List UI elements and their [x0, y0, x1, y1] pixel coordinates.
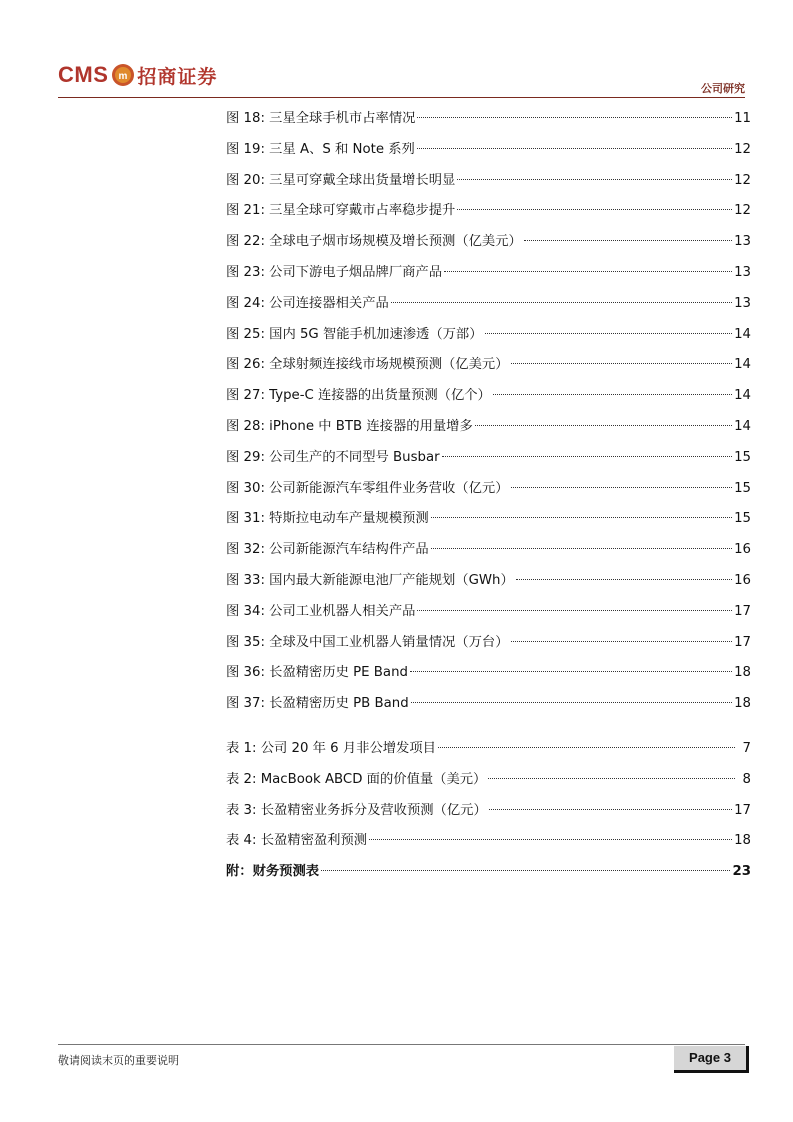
toc-page-number: 18 [734, 833, 751, 849]
toc-leader [417, 610, 732, 611]
toc-page-number: 17 [734, 634, 751, 650]
toc-entry-figure-10[interactable] [226, 381, 751, 412]
toc-label: 表 2: MacBook ABCD 面的价值量（美元） [226, 771, 487, 787]
toc-label: 图 35: 全球及中国工业机器人销量情况（万台） [226, 634, 509, 650]
toc-entry-figure-15[interactable] [226, 535, 751, 566]
toc-entry-figure-14[interactable] [226, 504, 751, 535]
toc-label: 图 32: 公司新能源汽车结构件产品 [226, 542, 429, 558]
toc-leader [417, 117, 732, 118]
toc-entry-table-2[interactable] [226, 765, 751, 796]
toc-page-number: 13 [734, 264, 751, 280]
toc-label: 表 3: 长盈精密业务拆分及营收预测（亿元） [226, 802, 487, 818]
toc-leader [321, 870, 730, 871]
toc-entry-table-4[interactable] [226, 826, 751, 857]
toc-label: 图 21: 三星全球可穿戴市占率稳步提升 [226, 203, 456, 219]
toc-leader [488, 778, 735, 779]
table-of-contents [226, 104, 751, 888]
header-divider [58, 97, 745, 98]
toc-entry-figure-5[interactable] [226, 227, 751, 258]
toc-page-number: 18 [734, 696, 751, 712]
toc-label: 图 27: Type-C 连接器的出货量预测（亿个） [226, 388, 491, 404]
toc-leader [431, 517, 732, 518]
toc-page-number: 16 [734, 542, 751, 558]
toc-page-number: 12 [734, 203, 751, 219]
toc-entry-figure-17[interactable] [226, 597, 751, 628]
toc-label: 表 1: 公司 20 年 6 月非公增发项目 [226, 740, 436, 756]
toc-label: 图 26: 全球射频连接线市场规模预测（亿美元） [226, 357, 509, 373]
toc-leader [417, 148, 732, 149]
toc-label: 图 31: 特斯拉电动车产量规模预测 [226, 511, 429, 527]
section-label: 公司研究 [701, 82, 745, 95]
toc-leader [457, 209, 732, 210]
toc-leader [485, 333, 733, 334]
toc-entry-table-1[interactable] [226, 734, 751, 765]
toc-label: 图 23: 公司下游电子烟品牌厂商产品 [226, 264, 443, 280]
toc-label: 图 29: 公司生产的不同型号 Busbar [226, 449, 440, 465]
toc-entry-figure-16[interactable] [226, 566, 751, 597]
toc-entry-figure-11[interactable] [226, 412, 751, 443]
logo-chinese-name: 招商证券 [137, 65, 218, 88]
toc-page-number: 13 [734, 234, 751, 250]
toc-label: 表 4: 长盈精密盈利预测 [226, 833, 368, 849]
toc-label: 图 19: 三星 A、S 和 Note 系列 [226, 141, 415, 157]
toc-label: 图 37: 长盈精密历史 PB Band [226, 696, 409, 712]
toc-page-number: 23 [732, 864, 751, 880]
toc-entry-figure-20[interactable] [226, 689, 751, 720]
toc-label: 图 25: 国内 5G 智能手机加速渗透（万部） [226, 326, 483, 342]
toc-leader [391, 302, 732, 303]
table-list [226, 734, 751, 857]
toc-page-number: 17 [734, 802, 751, 818]
toc-leader [511, 641, 733, 642]
toc-page-number: 16 [734, 572, 751, 588]
toc-label: 图 36: 长盈精密历史 PE Band [226, 665, 408, 681]
logo-emblem-icon [111, 63, 135, 87]
toc-leader [442, 456, 732, 457]
toc-page-number: 15 [734, 480, 751, 496]
toc-entry-figure-18[interactable] [226, 628, 751, 659]
toc-entry-figure-6[interactable] [226, 258, 751, 289]
toc-page-number: 14 [734, 418, 751, 434]
list-spacer [226, 720, 751, 734]
toc-page-number: 15 [734, 449, 751, 465]
toc-label: 图 22: 全球电子烟市场规模及增长预测（亿美元） [226, 234, 522, 250]
toc-entry-figure-12[interactable] [226, 443, 751, 474]
logo-text: CMS [58, 62, 109, 87]
toc-entry-figure-4[interactable] [226, 196, 751, 227]
svg-text:m: m [118, 71, 128, 82]
toc-page-number: 18 [734, 665, 751, 681]
toc-page-number: 8 [742, 771, 751, 787]
toc-page-number: 12 [734, 141, 751, 157]
toc-page-number: 14 [734, 326, 751, 342]
toc-leader [493, 394, 732, 395]
toc-label: 图 30: 公司新能源汽车零组件业务营收（亿元） [226, 480, 509, 496]
toc-page-number: 14 [734, 388, 751, 404]
toc-entry-figure-9[interactable] [226, 350, 751, 381]
toc-page-number: 17 [734, 603, 751, 619]
toc-entry-figure-1[interactable] [226, 104, 751, 135]
toc-page-number: 13 [734, 295, 751, 311]
toc-leader [438, 747, 735, 748]
toc-leader [475, 425, 732, 426]
toc-leader [444, 271, 732, 272]
toc-page-number: 7 [742, 740, 751, 756]
toc-leader [369, 839, 732, 840]
toc-page-number: 15 [734, 511, 751, 527]
toc-entry-figure-13[interactable] [226, 474, 751, 505]
toc-leader [524, 240, 732, 241]
toc-page-number: 12 [734, 172, 751, 188]
toc-entry-figure-8[interactable] [226, 320, 751, 351]
toc-leader [516, 579, 732, 580]
toc-label: 图 24: 公司连接器相关产品 [226, 295, 389, 311]
toc-leader [457, 179, 732, 180]
toc-leader [511, 487, 733, 488]
toc-entry-figure-3[interactable] [226, 166, 751, 197]
toc-leader [431, 548, 732, 549]
toc-entry-appendix[interactable] [226, 857, 751, 888]
toc-label: 图 28: iPhone 中 BTB 连接器的用量增多 [226, 418, 473, 434]
company-logo [58, 60, 217, 90]
toc-leader [411, 702, 732, 703]
figure-list [226, 104, 751, 720]
toc-entry-figure-19[interactable] [226, 658, 751, 689]
toc-leader [489, 809, 732, 810]
footer-divider [58, 1044, 745, 1045]
toc-label: 图 18: 三星全球手机市占率情况 [226, 111, 416, 126]
toc-leader [410, 671, 732, 672]
toc-entry-figure-7[interactable] [226, 289, 751, 320]
toc-label: 图 20: 三星可穿戴全球出货量增长明显 [226, 172, 456, 188]
page-number-box: Page 3 [674, 1046, 749, 1073]
toc-label: 附：财务预测表 [226, 864, 320, 880]
toc-page-number: 11 [734, 111, 751, 126]
disclaimer-note: 敬请阅读末页的重要说明 [58, 1054, 179, 1067]
toc-label: 图 33: 国内最大新能源电池厂产能规划（GWh） [226, 572, 514, 588]
toc-label: 图 34: 公司工业机器人相关产品 [226, 603, 416, 619]
toc-entry-figure-2[interactable] [226, 135, 751, 166]
toc-entry-table-3[interactable] [226, 796, 751, 827]
toc-page-number: 14 [734, 357, 751, 373]
toc-leader [511, 363, 733, 364]
